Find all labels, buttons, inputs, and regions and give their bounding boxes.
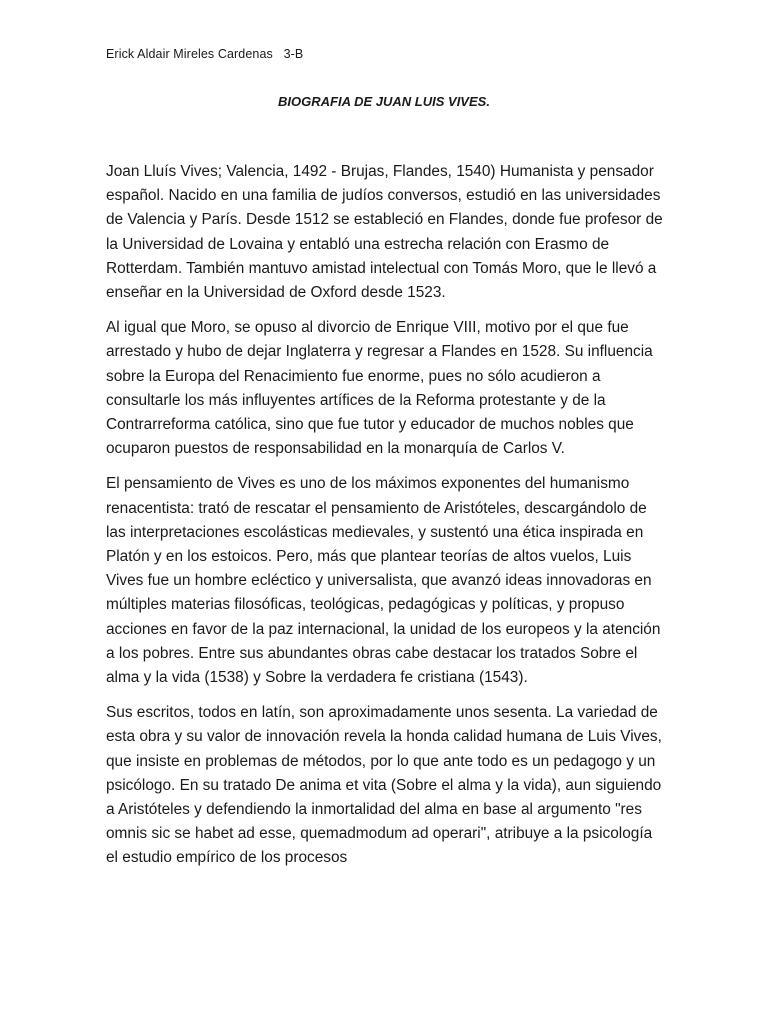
- document-body: [106, 160, 666, 882]
- paragraph-2: Al igual que Moro, se opuso al divorcio de Enrique VIII, motivo por el que fue arrestado y hubo de dejar Inglaterra y regresar a Flandes en 1528. Su influencia sobre la Europa del Renacimiento fue enorme, pues no sólo acudieron a consultarle los más influyentes artífices de la Reforma protestante y de la Contrarreforma católica, sino que fue tutor y educador de muchos nobles que ocuparon puestos de responsabilidad en la monarquía de Carlos V.: [106, 319, 653, 458]
- author-header: Erick Aldair Mireles Cardenas 3-B: [106, 47, 304, 61]
- document-title: BIOGRAFIA DE JUAN LUIS VIVES.: [278, 94, 490, 109]
- paragraph-1: Joan Lluís Vives; Valencia, 1492 - Brujas, Flandes, 1540) Humanista y pensador español. Nacido en una familia de judíos conversos, estudió en las universidades de Valencia y París. Desde 1512 se estableció en Flandes, donde fue profesor de la Universidad de Lovaina y entabló una estrecha relación con Erasmo de Rotterdam. También mantuvo amistad intelectual con Tomás Moro, que le llevó a enseñar en la Universidad de Oxford desde 1523.: [106, 163, 663, 302]
- paragraph-3: El pensamiento de Vives es uno de los máximos exponentes del humanismo renacentista: trató de rescatar el pensamiento de Aristóteles, descargándolo de las interpretaciones escolásticas medievales, y sustentó una ética inspirada en Platón y en los estoicos. Pero, más que plantear teorías de altos vuelos, Luis Vives fue un hombre ecléctico y universalista, que avanzó ideas innovadoras en múltiples materias filosóficas, teológicas, pedagógicas y políticas, y propuso acciones en favor de la paz internacional, la unidad de los europeos y la atención a los pobres. Entre sus abundantes obras cabe destacar los tratados Sobre el alma y la vida (1538) y Sobre la verdadera fe cristiana (1543).: [106, 475, 661, 687]
- paragraph-4: Sus escritos, todos en latín, son aproximadamente unos sesenta. La variedad de esta obra y su valor de innovación revela la honda calidad humana de Luis Vives, que insiste en problemas de métodos, por lo que ante todo es un pedagogo y un psicólogo. En su tratado De anima et vita (Sobre el alma y la vida), aun siguiendo a Aristóteles y defendiendo la inmortalidad del alma en base al argumento "res omnis sic se habet ad esse, quemadmodum ad operari", atribuye a la psicología el estudio empírico de los procesos: [106, 704, 662, 867]
